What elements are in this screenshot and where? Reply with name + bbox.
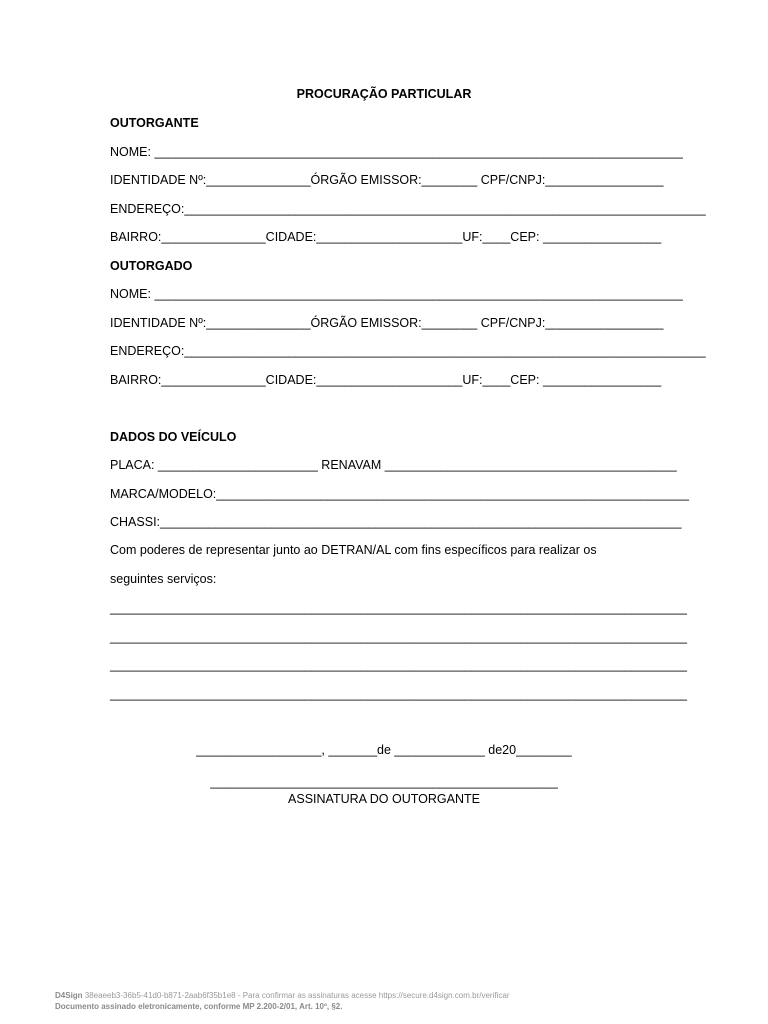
outorgado-endereco-field[interactable]: ENDEREÇO:___________________________________________________________________________: [110, 344, 706, 358]
poderes-text-1: Com poderes de representar junto ao DETRAN/AL com fins específicos para realizar os: [110, 543, 597, 557]
servicos-blank-line[interactable]: ___________________________________________________________________________________: [110, 630, 688, 644]
outorgado-heading: OUTORGADO: [110, 259, 193, 273]
document-title: PROCURAÇÃO PARTICULAR: [296, 87, 472, 101]
servicos-blank-line[interactable]: ___________________________________________________________________________________: [110, 658, 688, 672]
outorgante-nome-field[interactable]: NOME: ____________________________________________________________________________: [110, 145, 683, 159]
d4sign-footer-line: [55, 990, 509, 1001]
date-line[interactable]: __________________, _______de _____________ de20________: [196, 743, 572, 757]
veiculo-marca-field[interactable]: MARCA/MODELO:____________________________________________________________________: [110, 487, 689, 501]
outorgado-bairro-field[interactable]: BAIRRO:_______________CIDADE:_____________________UF:____CEP: _________________: [110, 373, 662, 387]
outorgado-nome-field[interactable]: NOME: ____________________________________________________________________________: [110, 287, 683, 301]
veiculo-heading: DADOS DO VEÍCULO: [110, 430, 237, 444]
servicos-blank-line[interactable]: ___________________________________________________________________________________: [110, 687, 688, 701]
veiculo-placa-field[interactable]: PLACA: _______________________ RENAVAM __________________________________________: [110, 458, 677, 472]
d4sign-brand: D4Sign: [55, 991, 83, 1000]
outorgante-heading: OUTORGANTE: [110, 116, 199, 130]
veiculo-chassi-field[interactable]: CHASSI:___________________________________________________________________________: [110, 515, 682, 529]
outorgante-endereco-field[interactable]: ENDEREÇO:___________________________________________________________________________: [110, 202, 706, 216]
d4sign-hash-text: 38eaeeb3-36b5-41d0-b871-2aab6f35b1e8 - Para confirmar as assinaturas acesse https://secure.d4sign.com.br/verificar: [82, 991, 510, 1000]
outorgante-identidade-field[interactable]: IDENTIDADE Nº:_______________ÓRGÃO EMISSOR:________ CPF/CNPJ:_________________: [110, 173, 664, 187]
servicos-blank-line[interactable]: ___________________________________________________________________________________: [110, 601, 688, 615]
poderes-text-2: seguintes serviços:: [110, 572, 217, 586]
outorgado-identidade-field[interactable]: IDENTIDADE Nº:_______________ÓRGÃO EMISSOR:________ CPF/CNPJ:_________________: [110, 316, 664, 330]
outorgante-bairro-field[interactable]: BAIRRO:_______________CIDADE:_____________________UF:____CEP: _________________: [110, 230, 662, 244]
signature-line[interactable]: __________________________________________________: [210, 775, 558, 789]
d4sign-legal-text: Documento assinado eletronicamente, conforme MP 2.200-2/01, Art. 10º, §2.: [55, 1002, 343, 1011]
signature-label: ASSINATURA DO OUTORGANTE: [288, 792, 480, 806]
